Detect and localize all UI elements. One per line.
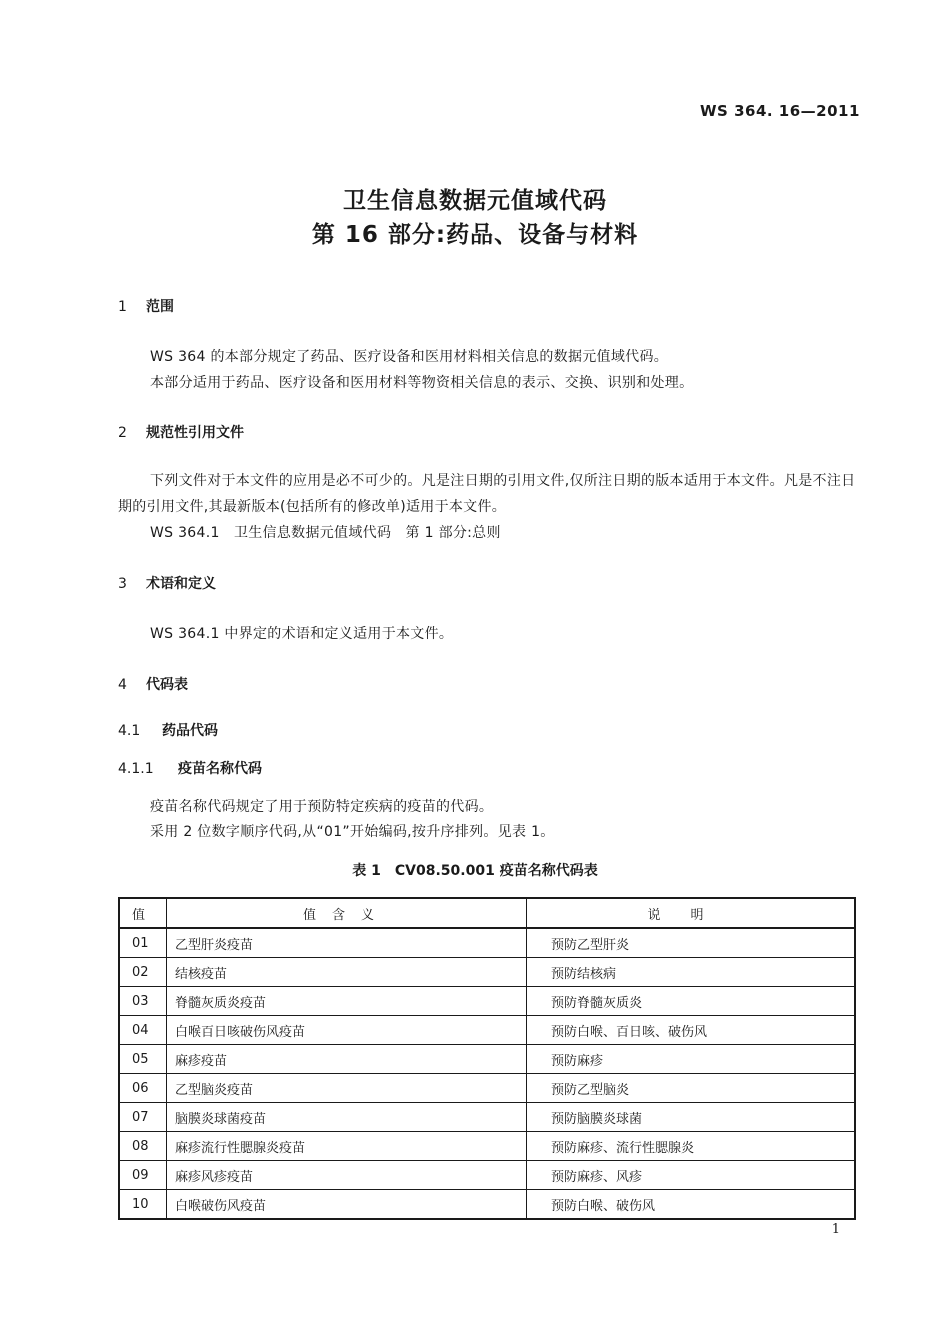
cell-description: 预防麻疹、风疹 xyxy=(527,1161,856,1190)
cell-value: 07 xyxy=(119,1103,167,1132)
cell-meaning: 结核疫苗 xyxy=(167,958,527,987)
cell-meaning: 乙型脑炎疫苗 xyxy=(167,1074,527,1103)
section-4-1-1-paragraph-1: 疫苗名称代码规定了用于预防特定疾病的疫苗的代码。 xyxy=(150,799,494,815)
header-description: 说明 xyxy=(527,898,856,928)
table-row xyxy=(119,987,855,1016)
table-row xyxy=(119,1190,855,1220)
section-number: 4 xyxy=(118,677,127,693)
cell-description: 预防脑膜炎球菌 xyxy=(527,1103,856,1132)
table-row xyxy=(119,1045,855,1074)
cell-value: 03 xyxy=(119,987,167,1016)
cell-description: 预防乙型脑炎 xyxy=(527,1074,856,1103)
cell-description: 预防麻疹、流行性腮腺炎 xyxy=(527,1132,856,1161)
cell-description: 预防结核病 xyxy=(527,958,856,987)
table-row xyxy=(119,928,855,958)
cell-description: 预防脊髓灰质炎 xyxy=(527,987,856,1016)
table-row xyxy=(119,1161,855,1190)
table-row xyxy=(119,1016,855,1045)
cell-value: 04 xyxy=(119,1016,167,1045)
section-title: 规范性引用文件 xyxy=(146,425,244,441)
header-meaning: 值含义 xyxy=(167,898,527,928)
cell-value: 08 xyxy=(119,1132,167,1161)
header-value: 值 xyxy=(119,898,167,928)
cell-meaning: 脊髓灰质炎疫苗 xyxy=(167,987,527,1016)
standard-number: WS 364. 16—2011 xyxy=(700,102,860,120)
section-number: 4.1 xyxy=(118,723,141,739)
document-title-line1: 卫生信息数据元值域代码 xyxy=(343,188,607,214)
document-title-line2: 第 16 部分:药品、设备与材料 xyxy=(311,222,639,248)
cell-meaning: 白喉破伤风疫苗 xyxy=(167,1190,527,1220)
section-1-paragraph-1: WS 364 的本部分规定了药品、医疗设备和医用材料相关信息的数据元值域代码。 xyxy=(150,349,669,365)
section-4-1-1-paragraph-2: 采用 2 位数字顺序代码,从“01”开始编码,按升序排列。见表 1。 xyxy=(150,824,555,840)
section-1-heading xyxy=(118,296,174,316)
cell-value: 10 xyxy=(119,1190,167,1220)
section-title: 药品代码 xyxy=(162,723,218,739)
section-title: 疫苗名称代码 xyxy=(178,761,262,777)
table-row xyxy=(119,1103,855,1132)
section-number: 1 xyxy=(118,299,127,315)
table-row xyxy=(119,1074,855,1103)
section-title: 术语和定义 xyxy=(146,576,216,592)
cell-meaning: 脑膜炎球菌疫苗 xyxy=(167,1103,527,1132)
cell-value: 05 xyxy=(119,1045,167,1074)
cell-description: 预防白喉、破伤风 xyxy=(527,1190,856,1220)
section-3-paragraph-1: WS 364.1 中界定的术语和定义适用于本文件。 xyxy=(150,626,454,642)
cell-value: 01 xyxy=(119,928,167,958)
section-2-heading xyxy=(118,422,244,442)
section-4-1-heading xyxy=(118,720,218,740)
cell-meaning: 白喉百日咳破伤风疫苗 xyxy=(167,1016,527,1045)
cell-meaning: 麻疹流行性腮腺炎疫苗 xyxy=(167,1132,527,1161)
cell-meaning: 麻疹风疹疫苗 xyxy=(167,1161,527,1190)
cell-value: 09 xyxy=(119,1161,167,1190)
section-number: 3 xyxy=(118,576,127,592)
section-1-paragraph-2: 本部分适用于药品、医疗设备和医用材料等物资相关信息的表示、交换、识别和处理。 xyxy=(150,375,694,391)
normative-reference: WS 364.1 卫生信息数据元值域代码 第 1 部分:总则 xyxy=(150,525,501,541)
page-number: 1 xyxy=(831,1222,840,1237)
cell-value: 02 xyxy=(119,958,167,987)
cell-description: 预防乙型肝炎 xyxy=(527,928,856,958)
cell-meaning: 麻疹疫苗 xyxy=(167,1045,527,1074)
section-number: 4.1.1 xyxy=(118,761,154,777)
section-4-heading xyxy=(118,674,188,694)
cell-meaning: 乙型肝炎疫苗 xyxy=(167,928,527,958)
table-caption: 表 1 CV08.50.001 疫苗名称代码表 xyxy=(352,863,598,879)
table-row xyxy=(119,1132,855,1161)
section-4-1-1-heading xyxy=(118,758,262,778)
table-header-row xyxy=(119,898,855,928)
cell-value: 06 xyxy=(119,1074,167,1103)
section-3-heading xyxy=(118,573,216,593)
section-2-paragraph-1: 下列文件对于本文件的应用是必不可少的。凡是注日期的引用文件,仅所注日期的版本适用于本文件。凡是不注日期的引用文件,其最新版本(包括所有的修改单)适用于本文件。 xyxy=(118,473,856,515)
cell-description: 预防白喉、百日咳、破伤风 xyxy=(527,1016,856,1045)
section-number: 2 xyxy=(118,425,127,441)
cell-description: 预防麻疹 xyxy=(527,1045,856,1074)
section-title: 代码表 xyxy=(146,677,188,693)
table-row xyxy=(119,958,855,987)
section-title: 范围 xyxy=(146,299,174,315)
vaccine-code-table xyxy=(118,897,856,1220)
